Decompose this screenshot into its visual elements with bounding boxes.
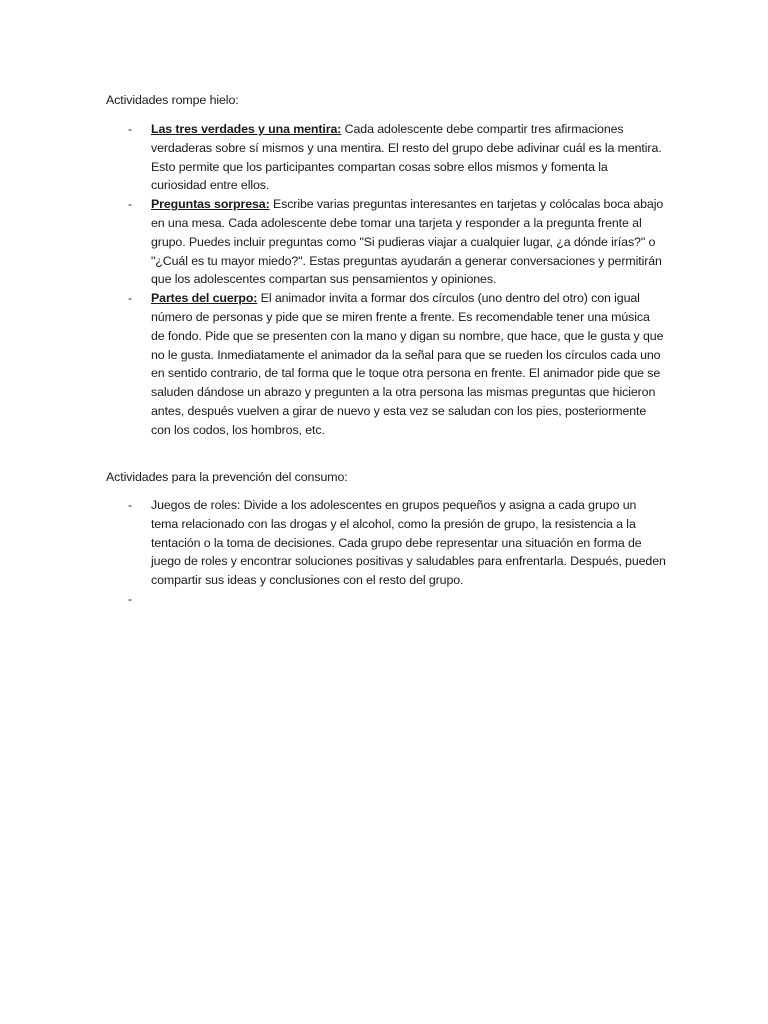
list-bullet: - [128, 291, 133, 306]
list-item [106, 496, 666, 590]
activity-description: Escribe varias preguntas interesantes en tarjetas y colócalas boca abajo en una mesa. Cada adolescente debe tomar una tarjeta y responder a la pregunta frente al grupo. Puedes incluir preguntas como "Si pudieras viajar a cualquier lugar, ¿a dónde irías?" o "¿Cuál es tu mayor miedo?". Estas preguntas ayudarán a generar conversaciones y permitirán que los adolescentes compartan sus pensamientos y opiniones. [151, 197, 664, 287]
prevention-activities-list [106, 496, 666, 606]
activity-description: El animador invita a formar dos círculos (uno dentro del otro) con igual número de personas y pide que se miren frente a frente. Es recomendable tener una música de fondo. Pide que se presenten con la mano y digan su nombre, que hace, que le gusta y que no le gusta. Inmediatamente el animador da la señal para que se rueden los círculos cada uno en sentido contrario, de tal forma que le toque otra persona en frente. El animador pide que se saluden dándose un abrazo y pregunten a la otra persona las mismas preguntas que hicieron antes, después vuelven a girar de nuevo y esta vez se saludan con los pies, posteriormente con los codos, los hombros, etc. [151, 291, 664, 437]
list-bullet: - [128, 197, 133, 212]
list-item [106, 120, 666, 195]
activity-title: Las tres verdades y una mentira: [151, 122, 342, 136]
section-heading-prevention: Actividades para la prevención del consumo: [106, 470, 348, 484]
activity-title: Preguntas sorpresa: [151, 197, 270, 212]
activity-title: Partes del cuerpo: [151, 291, 258, 306]
activity-description: Cada adolescente debe compartir tres afirmaciones verdaderas sobre sí mismos y una mentira. El resto del grupo debe adivinar cuál es la mentira. Esto permite que los participantes compartan cosas sobre ellos mismos y fomenta la curiosidad entre ellos. [151, 122, 662, 193]
list-bullet: - [128, 122, 133, 136]
list-item [106, 195, 666, 289]
list-item [106, 289, 666, 439]
list-bullet: - [128, 498, 133, 512]
activity-description: Juegos de roles: Divide a los adolescentes en grupos pequeños y asigna a cada grupo un tema relacionado con las drogas y el alcohol, como la presión de grupo, la resistencia a la tentación o la toma de decisiones. Cada grupo debe representar una situación en forma de juego de roles y encontrar soluciones positivas y saludables para enfrentarla. Después, pueden compartir sus ideas y conclusiones con el resto del grupo. [151, 498, 666, 588]
section-heading-icebreakers: Actividades rompe hielo: [106, 93, 239, 107]
icebreaker-activities-list [106, 120, 666, 440]
list-bullet: - [128, 591, 133, 606]
